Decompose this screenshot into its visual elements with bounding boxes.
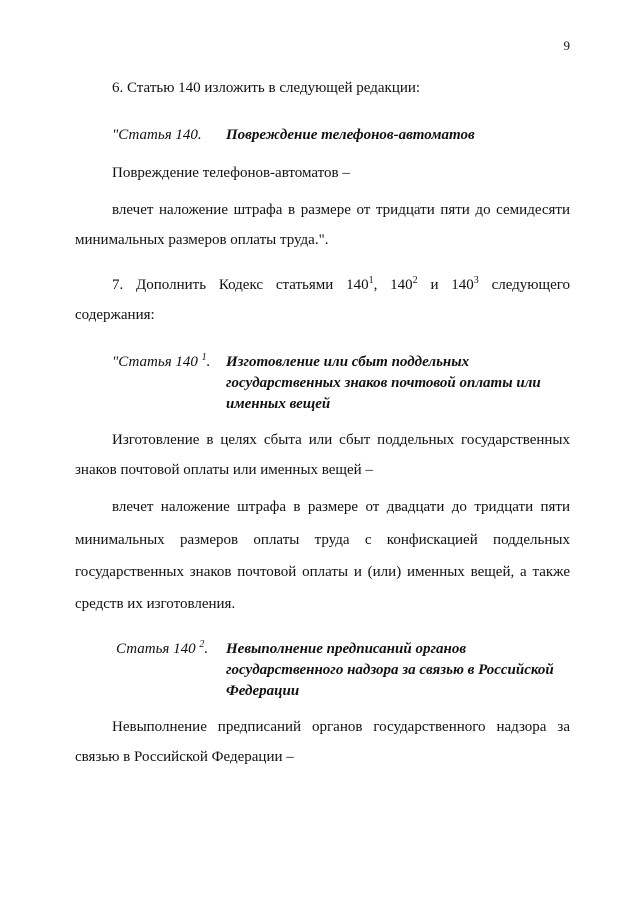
article-140-2-title-line: Невыполнение предписаний органов <box>226 641 467 657</box>
article-140-paragraph-2-line-1: влечет наложение штрафа в размере от тридцати пяти до семидесяти <box>112 202 570 218</box>
article-140-2-title-line: государственного надзора за связью в Российской <box>226 662 554 678</box>
article-140-2-paragraph-1-line-1: Невыполнение предписаний органов государственного надзора за <box>112 719 570 735</box>
article-140-paragraph-2-line-2: минимальных размеров оплаты труда.". <box>75 232 329 248</box>
item-6: 6. Статью 140 изложить в следующей редакции: <box>112 80 421 96</box>
article-140-1-paragraph-2-line-2: минимальных размеров оплаты труда с конфискацией поддельных <box>75 532 570 548</box>
article-140-1-paragraph-1-line-2: знаков почтовой оплаты или именных вещей – <box>75 462 373 478</box>
article-140-1-title-line: государственных знаков почтовой оплаты или <box>226 375 541 391</box>
page-number: 9 <box>563 38 570 53</box>
article-140-paragraph-1: Повреждение телефонов-автоматов – <box>112 165 350 181</box>
superscript-2: 2 <box>412 275 418 286</box>
article-140-1-paragraph-1-line-1: Изготовление в целях сбыта или сбыт поддельных государственных <box>112 432 570 448</box>
article-140-1-title-line: Изготовление или сбыт поддельных <box>226 354 470 370</box>
article-140-1-paragraph-2-line-4: средств их изготовления. <box>75 596 236 612</box>
article-140-2-title <box>226 639 571 702</box>
article-140-1-title-line: именных вещей <box>226 396 331 412</box>
article-140-1-paragraph-2-line-3: государственных знаков почтовой оплаты и (или) именных вещей, а также <box>75 564 570 580</box>
article-140-1-paragraph-2-line-1: влечет наложение штрафа в размере от двадцати до тридцати пяти <box>112 499 570 515</box>
superscript-1: 1 <box>368 275 374 286</box>
article-140-label: "Статья 140. <box>112 127 202 143</box>
superscript-3: 3 <box>473 275 479 286</box>
article-140-title: Повреждение телефонов-автоматов <box>226 127 475 143</box>
article-140-1-label: "Статья 140 $^1$. <box>112 352 211 370</box>
item-7-line-2: содержания: <box>75 307 155 323</box>
item-7-line-1: 7. Дополнить Кодекс статьями $140^1$, $140^2$ и $140^3$ следующего <box>112 275 571 293</box>
article-140-2-title-line: Федерации <box>226 683 300 699</box>
article-140-2-paragraph-1-line-2: связью в Российской Федерации – <box>75 749 294 765</box>
article-140-1-title <box>226 352 571 415</box>
article-140-2-label: Статья 140 $^2$. <box>116 639 209 657</box>
